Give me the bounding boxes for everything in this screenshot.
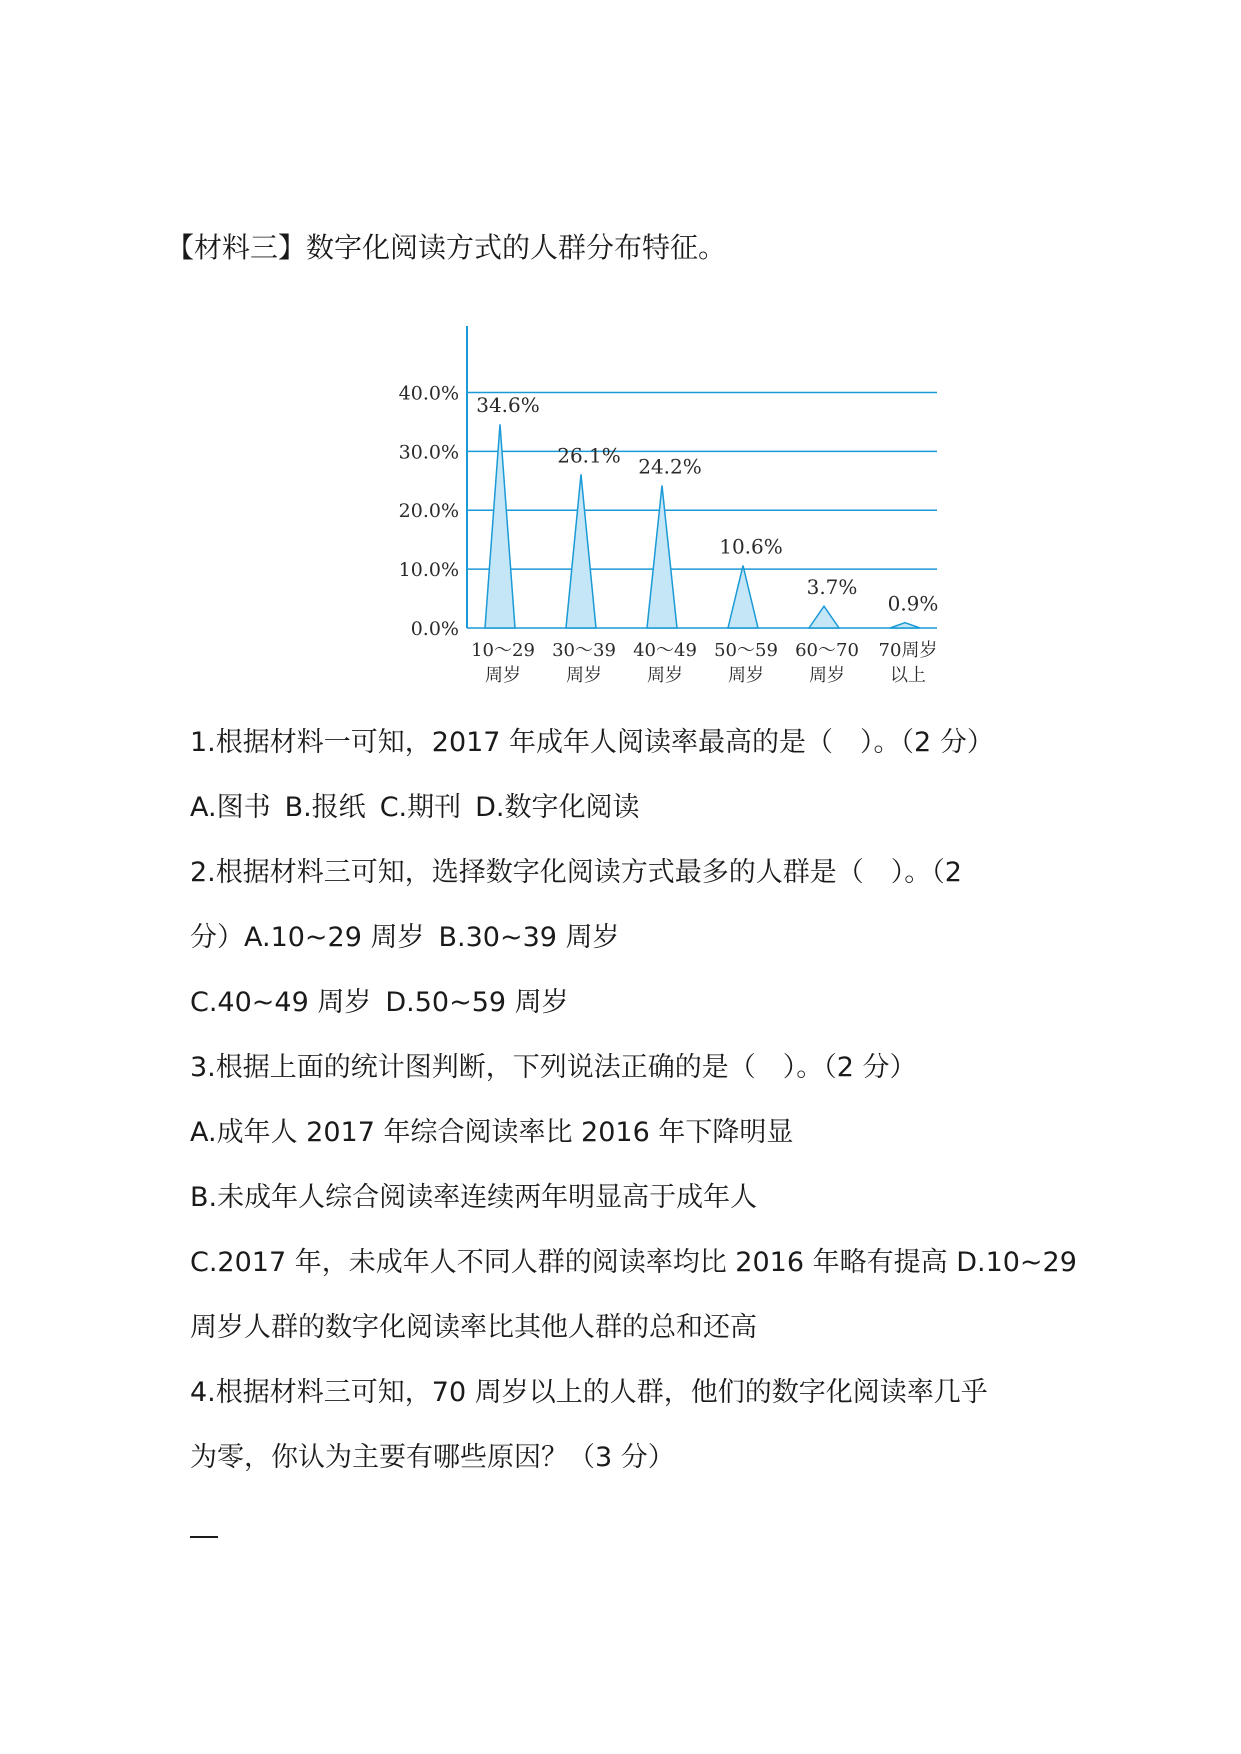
digital-reading-chart [370, 318, 970, 698]
question-2-option-a[interactable]: 分）A.10~29 周岁 [190, 922, 425, 953]
data-label: 10.6% [719, 534, 783, 559]
x-tick-label: 30～39 [552, 640, 616, 661]
question-4-stem-cont: 为零，你认为主要有哪些原因？（3 分） [190, 1442, 675, 1473]
question-1-stem: 1.根据材料一可知，2017 年成年人阅读率最高的是（ ）。（2 分） [190, 727, 994, 758]
y-tick-label: 30.0% [398, 441, 459, 464]
question-2-line-3 [190, 980, 569, 1019]
x-tick-label: 40～49 [633, 640, 697, 661]
data-peak [566, 474, 596, 628]
x-tick-label: 50～59 [714, 640, 778, 661]
data-peak [647, 485, 677, 628]
y-tick-label: 20.0% [398, 500, 459, 523]
section-heading: 【材料三】数字化阅读方式的人群分布特征。 [166, 231, 727, 264]
data-label: 0.9% [887, 591, 939, 616]
question-4-stem: 4.根据材料三可知，70 周岁以上的人群，他们的数字化阅读率几乎 [190, 1377, 988, 1408]
x-tick-label: 周岁 [566, 665, 602, 686]
data-peak [809, 606, 839, 628]
data-peak [890, 623, 920, 628]
y-tick-label: 40.0% [398, 382, 459, 405]
data-label: 34.6% [476, 393, 540, 418]
y-tick-label: 10.0% [398, 559, 459, 582]
question-3-option-a[interactable]: A.成年人 2017 年综合阅读率比 2016 年下降明显 [190, 1117, 794, 1148]
question-1-option-a[interactable]: A.图书 [190, 792, 271, 823]
answer-line[interactable] [190, 1536, 218, 1538]
x-tick-label: 10～29 [471, 640, 535, 661]
data-peak [485, 424, 515, 628]
question-2-option-c[interactable]: C.40~49 周岁 [190, 987, 372, 1018]
question-2-option-b[interactable]: B.30~39 周岁 [438, 922, 620, 953]
data-label: 24.2% [638, 454, 702, 479]
y-tick-label: 0.0% [410, 618, 459, 640]
x-tick-label: 周岁 [728, 665, 764, 686]
x-tick-label: 周岁 [485, 665, 521, 686]
question-1-options [190, 785, 640, 824]
question-1-option-d[interactable]: D.数字化阅读 [475, 792, 640, 823]
x-tick-label: 60～70 [795, 640, 859, 661]
question-3-option-c[interactable]: C.2017 年，未成年人不同人群的阅读率均比 2016 年略有提高 D.10~29 [190, 1247, 1077, 1278]
chart-svg [370, 318, 970, 698]
x-tick-label: 周岁 [647, 665, 683, 686]
question-3-stem: 3.根据上面的统计图判断，下列说法正确的是（ ）。（2 分） [190, 1052, 917, 1083]
question-2-stem: 2.根据材料三可知，选择数字化阅读方式最多的人群是（ ）。（2 [190, 857, 962, 888]
question-1-option-b[interactable]: B.报纸 [284, 792, 366, 823]
x-tick-label: 以上 [890, 665, 926, 686]
x-tick-label: 70周岁 [878, 640, 938, 661]
data-label: 3.7% [806, 575, 858, 600]
question-3-option-b[interactable]: B.未成年人综合阅读率连续两年明显高于成年人 [190, 1182, 758, 1213]
data-label: 26.1% [557, 443, 621, 468]
question-2-line-2 [190, 915, 620, 954]
question-3-option-d-cont[interactable]: 周岁人群的数字化阅读率比其他人群的总和还高 [190, 1312, 757, 1343]
question-2-option-d[interactable]: D.50~59 周岁 [385, 987, 569, 1018]
x-tick-label: 周岁 [809, 665, 845, 686]
question-1-option-c[interactable]: C.期刊 [379, 792, 462, 823]
data-peak [728, 566, 758, 628]
